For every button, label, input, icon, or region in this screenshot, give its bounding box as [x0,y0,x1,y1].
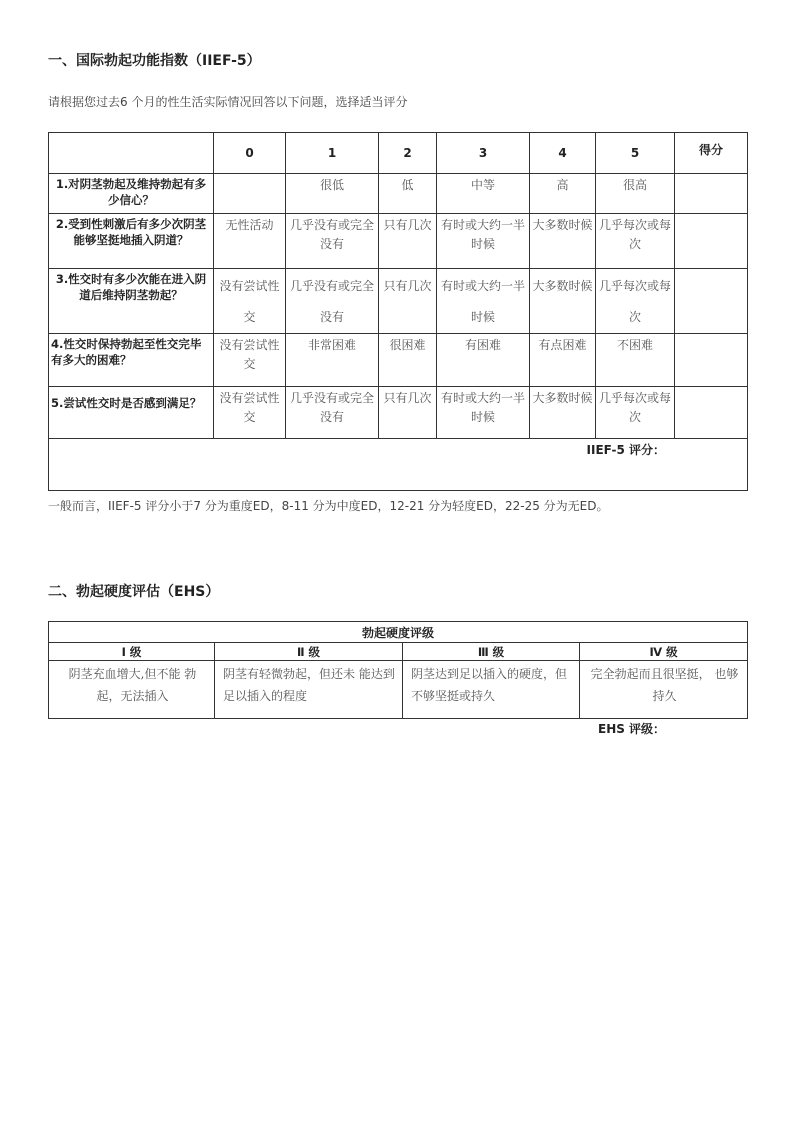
grade-3: Ⅲ 级 [403,643,580,661]
iief5-header-row [49,133,748,174]
header-score-5: 5 [596,133,675,174]
option-cell[interactable]: 不困难 [596,334,675,387]
option-cell[interactable]: 几乎没有或完全没有 [286,214,379,269]
option-cell[interactable]: 几乎每次或每次 [596,214,675,269]
header-score-2: 2 [379,133,437,174]
option-cell[interactable] [214,174,286,214]
iief5-note: 一般而言，IIEF-5 评分小于7 分为重度ED，8-11 分为中度ED，12-21 分为轻度ED，22-25 分为无ED。 [48,499,609,513]
question-row [49,174,748,214]
iief5-total-label: IIEF-5 评分： [49,439,748,491]
ehs-title-row [49,622,748,643]
section2-title: 二、勃起硬度评估（EHS） [48,584,220,600]
option-cell[interactable]: 没有尝试性交 [214,334,286,387]
question-3: 3.性交时有多少次能在进入阴道后维持阴茎勃起？ [49,269,214,334]
option-cell[interactable]: 很困难 [379,334,437,387]
option-cell[interactable]: 大多数时候 [530,269,596,334]
grade-2-desc[interactable]: 阴茎有轻微勃起，但还未 能达到足以插入的程度 [215,661,403,719]
option-cell[interactable]: 中等 [437,174,530,214]
question-row [49,269,748,334]
option-cell[interactable]: 有时或大约一半时候 [437,214,530,269]
question-row [49,387,748,439]
score-cell[interactable] [675,334,748,387]
option-cell[interactable]: 有困难 [437,334,530,387]
option-cell[interactable]: 大多数时候 [530,387,596,439]
score-cell[interactable] [675,387,748,439]
option-cell[interactable]: 有点困难 [530,334,596,387]
ehs-grade-row [49,643,748,661]
header-score: 得分 [675,133,748,174]
option-cell[interactable]: 几乎没有或完全没有 [286,269,379,334]
option-cell[interactable]: 几乎没有或完全没有 [286,387,379,439]
question-4: 4.性交时保持勃起至性交完毕有多大的困难？ [49,334,214,387]
option-cell[interactable]: 有时或大约一半时候 [437,387,530,439]
option-cell[interactable]: 只有几次 [379,214,437,269]
option-cell[interactable]: 非常困难 [286,334,379,387]
option-cell[interactable]: 没有尝试性交 [214,387,286,439]
option-cell[interactable]: 低 [379,174,437,214]
option-cell[interactable]: 大多数时候 [530,214,596,269]
option-cell[interactable]: 只有几次 [379,269,437,334]
score-cell[interactable] [675,214,748,269]
header-score-0: 0 [214,133,286,174]
grade-4: Ⅳ 级 [580,643,748,661]
option-cell[interactable]: 有时或大约一半时候 [437,269,530,334]
question-5: 5.尝试性交时是否感到满足？ [49,387,214,439]
grade-3-desc[interactable]: 阴茎达到足以插入的硬度，但不够坚挺或持久 [403,661,580,719]
question-1: 1.对阴茎勃起及维持勃起有多少信心？ [49,174,214,214]
score-cell[interactable] [675,174,748,214]
option-cell[interactable]: 只有几次 [379,387,437,439]
option-cell[interactable]: 没有尝试性交 [214,269,286,334]
grade-4-desc[interactable]: 完全勃起而且很坚挺， 也够持久 [580,661,748,719]
option-cell[interactable]: 很低 [286,174,379,214]
grade-2: Ⅱ 级 [215,643,403,661]
ehs-rating-label: EHS 评级： [598,722,666,736]
iief5-table [48,132,748,491]
question-2: 2.受到性刺激后有多少次阴茎能够坚挺地插入阴道？ [49,214,214,269]
ehs-desc-row [49,661,748,719]
header-score-4: 4 [530,133,596,174]
ehs-table-title: 勃起硬度评级 [49,622,748,643]
option-cell[interactable]: 几乎每次或每次 [596,269,675,334]
score-cell[interactable] [675,269,748,334]
header-blank [49,133,214,174]
ehs-table [48,621,748,719]
header-score-3: 3 [437,133,530,174]
option-cell[interactable]: 高 [530,174,596,214]
total-row [49,439,748,491]
section1-title: 一、国际勃起功能指数（IIEF-5） [48,53,261,69]
grade-1: Ⅰ 级 [49,643,215,661]
grade-1-desc[interactable]: 阴茎充血增大,但不能 勃起，无法插入 [49,661,215,719]
question-row [49,214,748,269]
option-cell[interactable]: 几乎每次或每次 [596,387,675,439]
question-row [49,334,748,387]
header-score-1: 1 [286,133,379,174]
option-cell[interactable]: 无性活动 [214,214,286,269]
section1-intro: 请根据您过去6 个月的性生活实际情况回答以下问题，选择适当评分 [48,95,408,109]
option-cell[interactable]: 很高 [596,174,675,214]
